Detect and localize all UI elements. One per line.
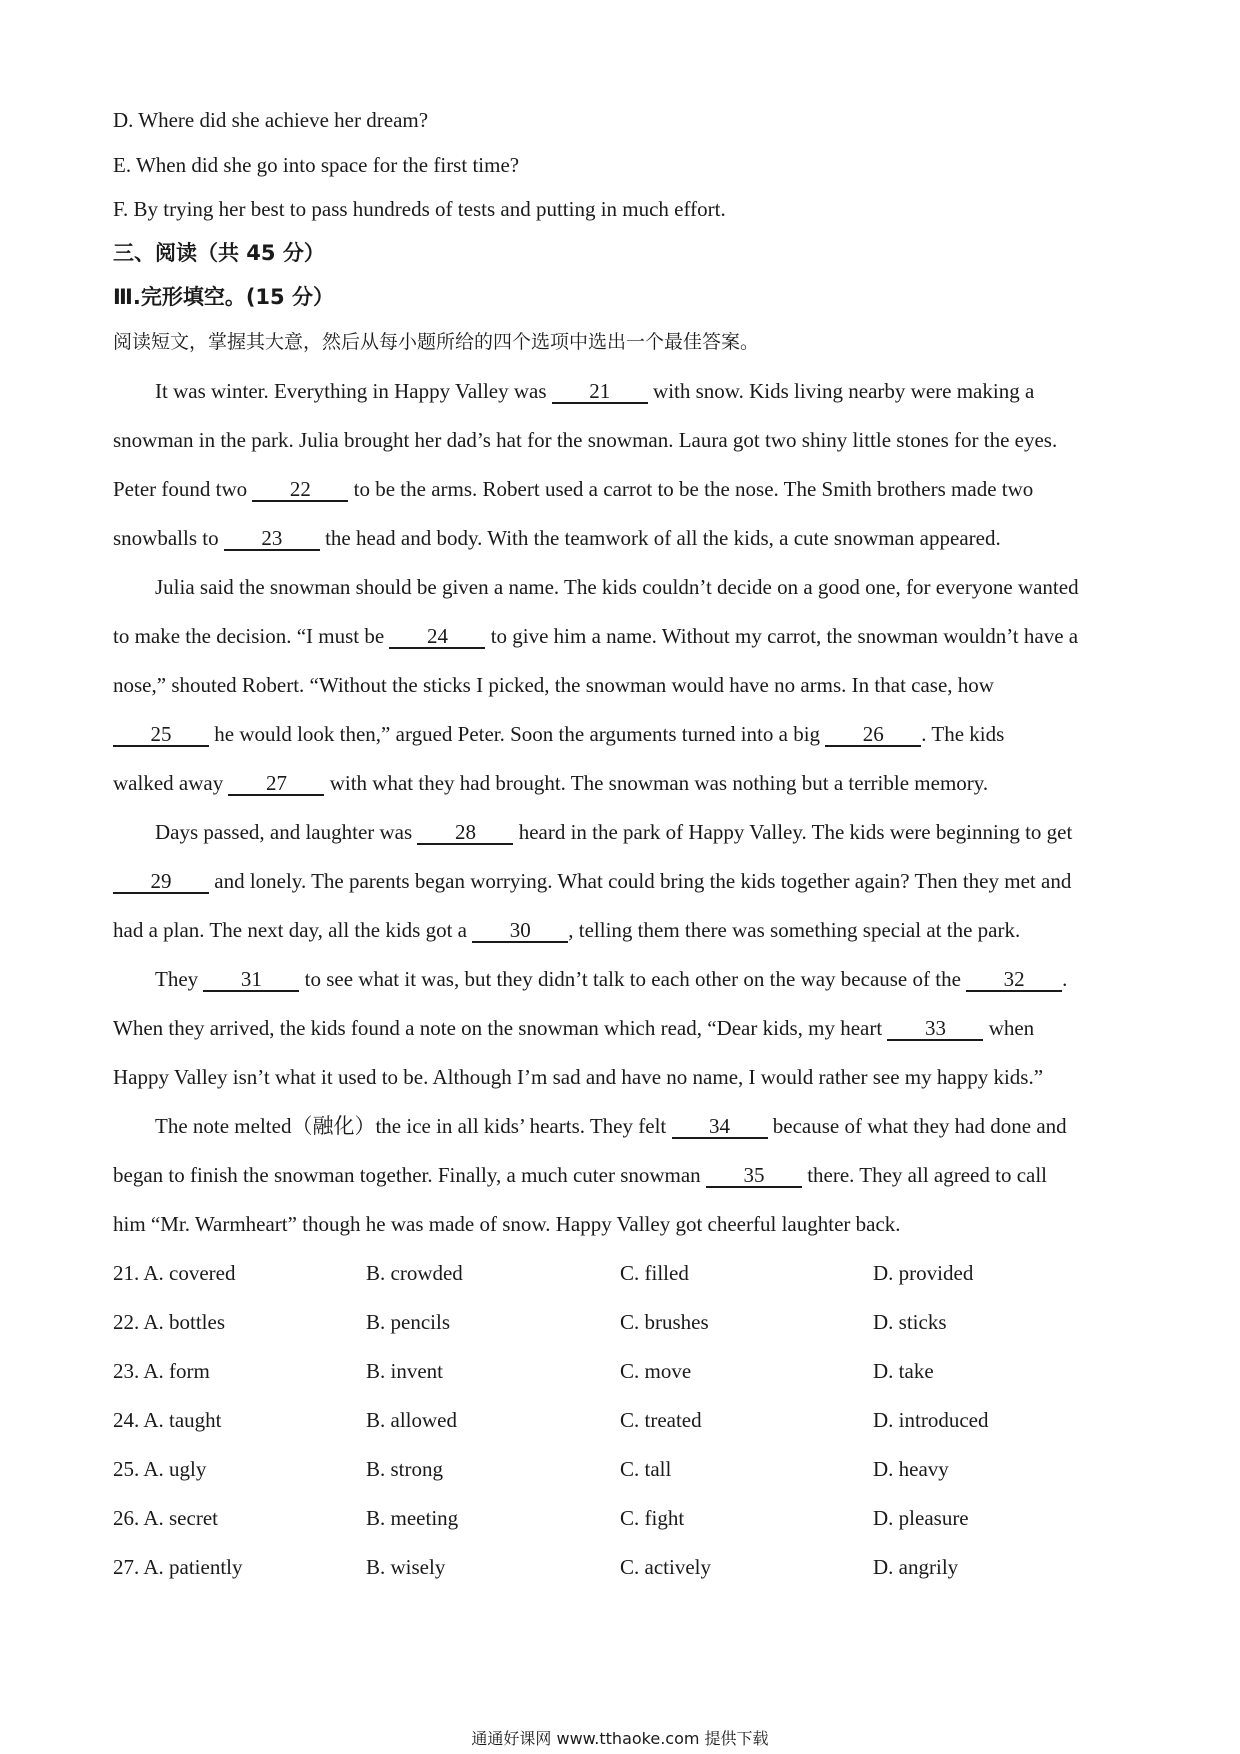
option-c: C. fight — [620, 1506, 685, 1530]
option-a: 25. A. ugly — [113, 1457, 207, 1481]
blank-28: 28 — [417, 821, 513, 845]
passage-text: It was winter. Everything in Happy Valley was — [155, 379, 552, 403]
passage-line-15: Happy Valley isn’t what it used to be. Although I’m sad and have no name, I would rather see my happy kids.” — [113, 1065, 1044, 1089]
passage-text: and lonely. The parents began worrying. What could bring the kids together again? Then they met and — [209, 869, 1072, 893]
passage-line-7: nose,” shouted Robert. “Without the sticks I picked, the snowman would have no arms. In that case, how — [113, 673, 994, 697]
section-subtitle: Ⅲ.完形填空。(15 分） — [113, 285, 334, 309]
option-e: E. When did she go into space for the first time? — [113, 153, 520, 177]
option-d: D. Where did she achieve her dream? — [113, 108, 429, 132]
passage-line-17 — [113, 1161, 1133, 1189]
passage-line-12 — [113, 916, 1133, 944]
blank-23: 23 — [224, 527, 320, 551]
passage-line-2: snowman in the park. Julia brought her dad’s hat for the snowman. Laura got two shiny little stones for the eyes. — [113, 428, 1058, 452]
passage-text: When they arrived, the kids found a note on the snowman which read, “Dear kids, my heart — [113, 1016, 888, 1040]
passage-line-13 — [155, 965, 1175, 993]
passage-line-5: Julia said the snowman should be given a name. The kids couldn’t decide on a good one, for everyone wanted — [155, 575, 1079, 599]
option-d: D. angrily — [873, 1555, 959, 1579]
blank-21: 21 — [552, 380, 648, 404]
passage-text: Days passed, and laughter was — [155, 820, 418, 844]
blank-30: 30 — [472, 919, 568, 943]
option-c: C. actively — [620, 1555, 711, 1579]
option-b: B. wisely — [366, 1555, 446, 1579]
passage-line-18: him “Mr. Warmheart” though he was made of snow. Happy Valley got cheerful laughter back. — [113, 1212, 901, 1236]
option-c: C. brushes — [620, 1310, 709, 1334]
passage-text: , telling them there was something special at the park. — [568, 918, 1021, 942]
passage-text: began to finish the snowman together. Finally, a much cuter snowman — [113, 1163, 706, 1187]
option-d: D. pleasure — [873, 1506, 969, 1530]
passage-text: had a plan. The next day, all the kids got a — [113, 918, 473, 942]
option-d: D. provided — [873, 1261, 974, 1285]
passage-line-6 — [113, 622, 1133, 650]
page-footer: 通通好课网 www.tthaoke.com 提供下载 — [471, 1729, 769, 1748]
passage-text: he would look then,” argued Peter. Soon the arguments turned into a big — [209, 722, 826, 746]
option-d: D. introduced — [873, 1408, 989, 1432]
passage-text: snowballs to — [113, 526, 224, 550]
option-d: D. take — [873, 1359, 934, 1383]
option-a: 24. A. taught — [113, 1408, 222, 1432]
section-title: 三、阅读（共 45 分） — [113, 241, 325, 265]
blank-31: 31 — [203, 968, 299, 992]
blank-32: 32 — [966, 968, 1062, 992]
passage-line-14 — [113, 1014, 1133, 1042]
option-a: 27. A. patiently — [113, 1555, 243, 1579]
blank-26: 26 — [825, 723, 921, 747]
option-b: B. crowded — [366, 1261, 463, 1285]
blank-27: 27 — [228, 772, 324, 796]
passage-text: Peter found two — [113, 477, 253, 501]
passage-line-11 — [113, 867, 1133, 895]
passage-text: . The kids — [921, 722, 1005, 746]
passage-text: They — [155, 967, 204, 991]
passage-line-9 — [113, 769, 1133, 797]
blank-33: 33 — [887, 1017, 983, 1041]
passage-text: heard in the park of Happy Valley. The kids were beginning to get — [513, 820, 1073, 844]
section-instruction: 阅读短文，掌握其大意，然后从每小题所给的四个选项中选出一个最佳答案。 — [113, 331, 760, 353]
passage-text: when — [983, 1016, 1035, 1040]
blank-22: 22 — [252, 478, 348, 502]
option-c: C. filled — [620, 1261, 689, 1285]
passage-line-10 — [155, 818, 1175, 846]
option-d: D. sticks — [873, 1310, 947, 1334]
option-f: F. By trying her best to pass hundreds of tests and putting in much effort. — [113, 197, 726, 221]
blank-29: 29 — [113, 870, 209, 894]
blank-35: 35 — [706, 1164, 802, 1188]
option-a: 22. A. bottles — [113, 1310, 226, 1334]
option-a: 21. A. covered — [113, 1261, 236, 1285]
passage-text: to make the decision. “I must be — [113, 624, 390, 648]
passage-text: to be the arms. Robert used a carrot to be the nose. The Smith brothers made two — [348, 477, 1034, 501]
blank-24: 24 — [389, 625, 485, 649]
passage-text: . — [1062, 967, 1068, 991]
option-d: D. heavy — [873, 1457, 949, 1481]
option-b: B. meeting — [366, 1506, 459, 1530]
option-a: 26. A. secret — [113, 1506, 218, 1530]
option-a: 23. A. form — [113, 1359, 210, 1383]
passage-text: to see what it was, but they didn’t talk to each other on the way because of the — [299, 967, 967, 991]
passage-line-4 — [113, 524, 1133, 552]
passage-text: with snow. Kids living nearby were making a — [647, 379, 1035, 403]
passage-text: walked away — [113, 771, 229, 795]
passage-text: to give him a name. Without my carrot, the snowman wouldn’t have a — [485, 624, 1079, 648]
passage-line-3 — [113, 475, 1133, 503]
passage-text: there. They all agreed to call — [801, 1163, 1048, 1187]
passage-text: because of what they had done and — [767, 1114, 1067, 1138]
option-b: B. strong — [366, 1457, 444, 1481]
blank-34: 34 — [672, 1115, 768, 1139]
option-c: C. treated — [620, 1408, 702, 1432]
passage-text: The note melted（融化）the ice in all kids’ hearts. They felt — [155, 1114, 672, 1138]
option-b: B. pencils — [366, 1310, 450, 1334]
passage-line-16 — [155, 1112, 1175, 1140]
passage-line-8 — [113, 720, 1133, 748]
option-c: C. tall — [620, 1457, 672, 1481]
option-b: B. invent — [366, 1359, 443, 1383]
option-b: B. allowed — [366, 1408, 457, 1432]
passage-text: with what they had brought. The snowman was nothing but a terrible memory. — [324, 771, 989, 795]
passage-text: the head and body. With the teamwork of all the kids, a cute snowman appeared. — [319, 526, 1001, 550]
option-c: C. move — [620, 1359, 692, 1383]
blank-25: 25 — [113, 723, 209, 747]
passage-line-1 — [155, 377, 1175, 405]
